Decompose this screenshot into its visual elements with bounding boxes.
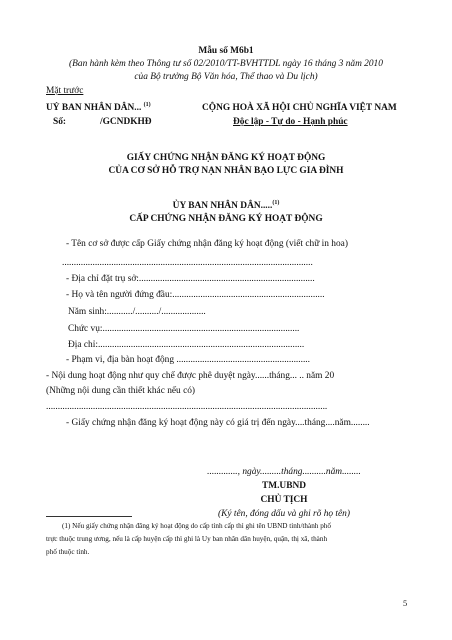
issued-line-2: của Bộ trưởng Bộ Văn hóa, Thể thao và Du lịch)	[134, 72, 318, 82]
footnote-line-2: trực thuộc trung ương, nếu là cấp huyện cấp thì ghi là Uy ban nhân dân huyện, quận, thị xã, thành	[46, 535, 328, 543]
field-other-content-blank: ........................................................................................................................	[46, 402, 328, 412]
number-label: Số:	[53, 117, 67, 127]
signature-note: (Ký tên, đóng dấu và ghi rõ họ tên)	[217, 509, 350, 519]
authority-text: UỶ BAN NHÂN DÂN...	[46, 103, 142, 113]
footnote-separator	[46, 516, 132, 517]
nation-name: CỘNG HOÀ XÃ HỘI CHỦ NGHĨA VIỆT NAM	[202, 103, 397, 113]
field-scope: - Phạm vi, địa bàn hoạt động .........................................................	[66, 355, 310, 365]
authority-footnote-ref: (1)	[143, 101, 151, 108]
title-line-1: GIẤY CHỨNG NHẬN ĐĂNG KÝ HOẠT ĐỘNG	[126, 153, 326, 163]
signature-date: ............., ngày.........tháng..........năm........	[207, 467, 361, 477]
field-birth-year: Năm sinh:.........../........../...................	[68, 307, 206, 317]
page-number: 5	[403, 599, 408, 608]
form-number: Mẫu số M6b1	[198, 46, 254, 56]
signature-role-2: CHỦ TỊCH	[260, 495, 308, 505]
signature-role-1: TM.UBND	[261, 481, 306, 491]
front-side-label: Mặt trước	[46, 86, 84, 96]
footnote-line-3: phố thuộc tỉnh.	[46, 548, 90, 556]
field-facility-name: - Tên cơ sở được cấp Giấy chứng nhận đăng ký hoạt động (viết chữ in hoa)	[66, 239, 348, 249]
issuer-footnote-ref: (1)	[272, 199, 280, 206]
field-head-address: Địa chỉ:........................................................................................	[68, 340, 305, 350]
field-head-name: - Họ và tên người đứng đầu:.................................................................	[66, 290, 325, 300]
issuer-text: ỦY BAN NHÂN DÂN.....	[172, 201, 273, 211]
issued-line-1: (Ban hành kèm theo Thông tư số 02/2010/TT-BVHTTDL ngày 16 tháng 3 năm 2010	[69, 59, 383, 69]
issuer-line-2: CẤP CHỨNG NHẬN ĐĂNG KÝ HOẠT ĐỘNG	[129, 214, 323, 224]
field-activity-content: - Nội dung hoạt động như quy chế được phê duyệt ngày......tháng... .. năm 20	[46, 371, 335, 381]
field-position: Chức vụ:....................................................................................	[68, 324, 300, 334]
field-validity: - Giấy chứng nhận đăng ký hoạt động này có giá trị đến ngày....tháng....năm........	[66, 418, 370, 428]
field-address: - Địa chỉ đặt trụ sở:...........................................................................	[66, 274, 315, 284]
footnote-line-1: (1) Nếu giấy chứng nhận đăng ký hoạt động do cấp tỉnh cấp thì ghi tên UBND tỉnh/thành phố	[62, 522, 331, 530]
title-line-2: CỦA CƠ SỞ HỖ TRỢ NẠN NHÂN BẠO LỰC GIA ĐÌNH	[108, 166, 344, 176]
number-value: /GCNDKHĐ	[100, 117, 152, 127]
motto: Độc lập - Tự do - Hạnh phúc	[233, 117, 348, 127]
authority-name	[46, 103, 151, 113]
field-facility-name-blank: ...........................................................................................................	[62, 258, 313, 268]
field-other-content: (Những nội dung cần thiết khác nếu có)	[46, 386, 196, 396]
issuer-line-1	[0, 201, 452, 211]
